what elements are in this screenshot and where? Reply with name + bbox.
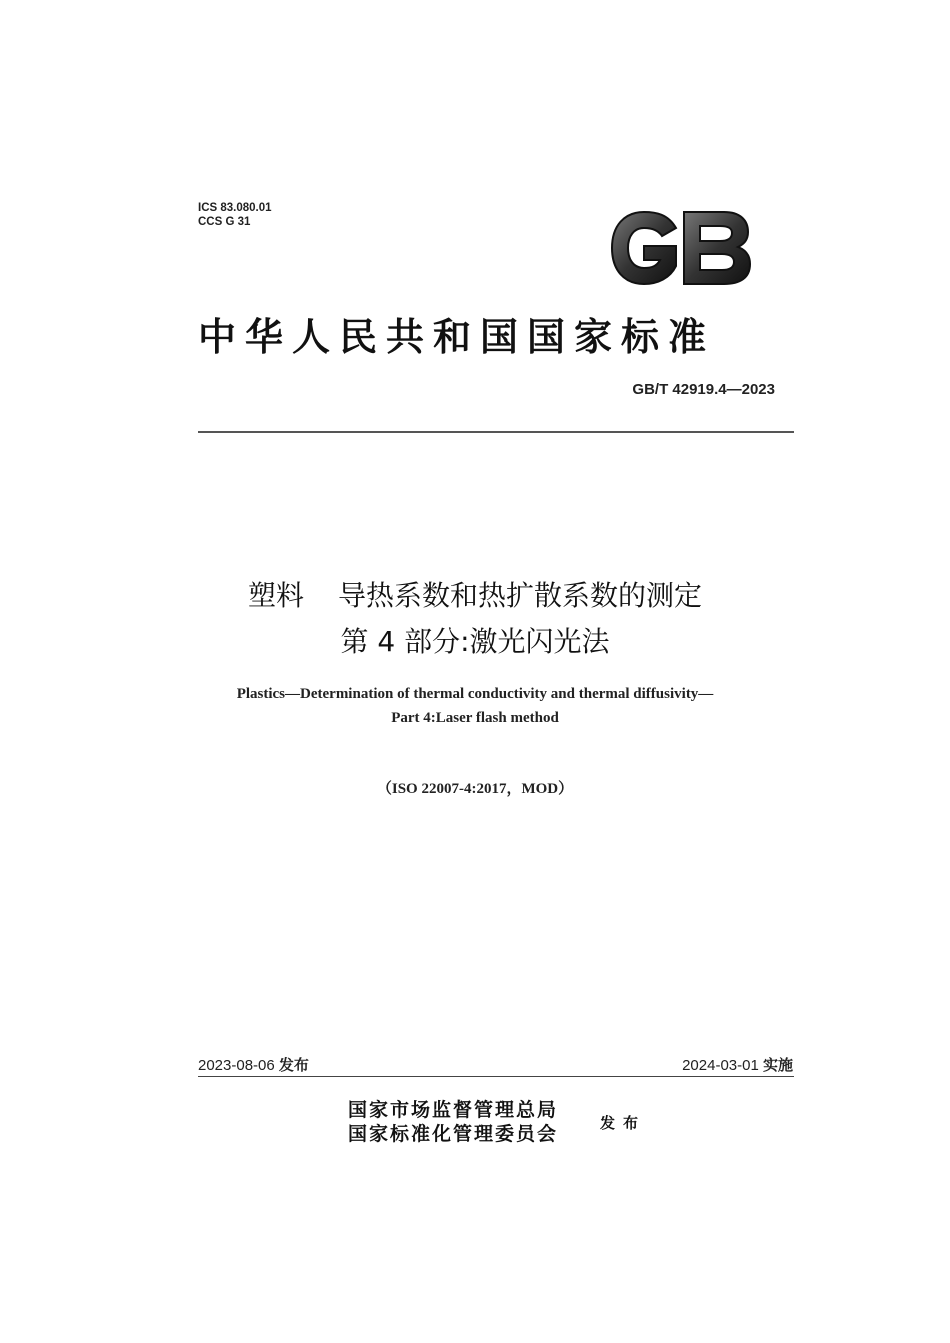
gb-logo-icon bbox=[606, 208, 754, 288]
ccs-code: CCS G 31 bbox=[198, 216, 251, 228]
issuer-samr: 国家市场监督管理总局 bbox=[348, 1099, 559, 1121]
top-divider bbox=[198, 431, 794, 433]
classification-codes bbox=[198, 201, 272, 229]
english-title-line1: Plastics—Determination of thermal conductivity and thermal diffusivity— bbox=[236, 686, 714, 702]
english-title-line2: Part 4:Laser flash method bbox=[391, 710, 559, 726]
standard-number: GB/T 42919.4—2023 bbox=[632, 381, 775, 398]
issue-date bbox=[198, 1054, 309, 1075]
chinese-title-main: 塑料 bbox=[247, 579, 304, 612]
implement-date-label: 实施 bbox=[762, 1056, 793, 1074]
ics-code: ICS 83.080.01 bbox=[198, 202, 272, 214]
chinese-title-line1 bbox=[0, 574, 950, 614]
national-standard-title: 中华人民共和国国家标准 bbox=[198, 314, 716, 359]
issue-date-value: 2023-08-06 bbox=[198, 1057, 275, 1074]
chinese-title-sub: 导热系数和热扩散系数的测定 bbox=[338, 579, 703, 612]
bottom-divider bbox=[198, 1076, 794, 1077]
issuing-authorities bbox=[348, 1098, 558, 1146]
issue-date-label: 发布 bbox=[278, 1056, 309, 1074]
issuer-sac: 国家标准化管理委员会 bbox=[348, 1123, 559, 1145]
implement-date-value: 2024-03-01 bbox=[682, 1057, 759, 1074]
iso-reference: （ISO 22007-4:2017，MOD） bbox=[376, 781, 574, 797]
implement-date bbox=[682, 1054, 793, 1075]
issuers-publish-label: 发布 bbox=[600, 1114, 647, 1132]
chinese-title-line2: 第 4 部分:激光闪光法 bbox=[340, 625, 610, 658]
